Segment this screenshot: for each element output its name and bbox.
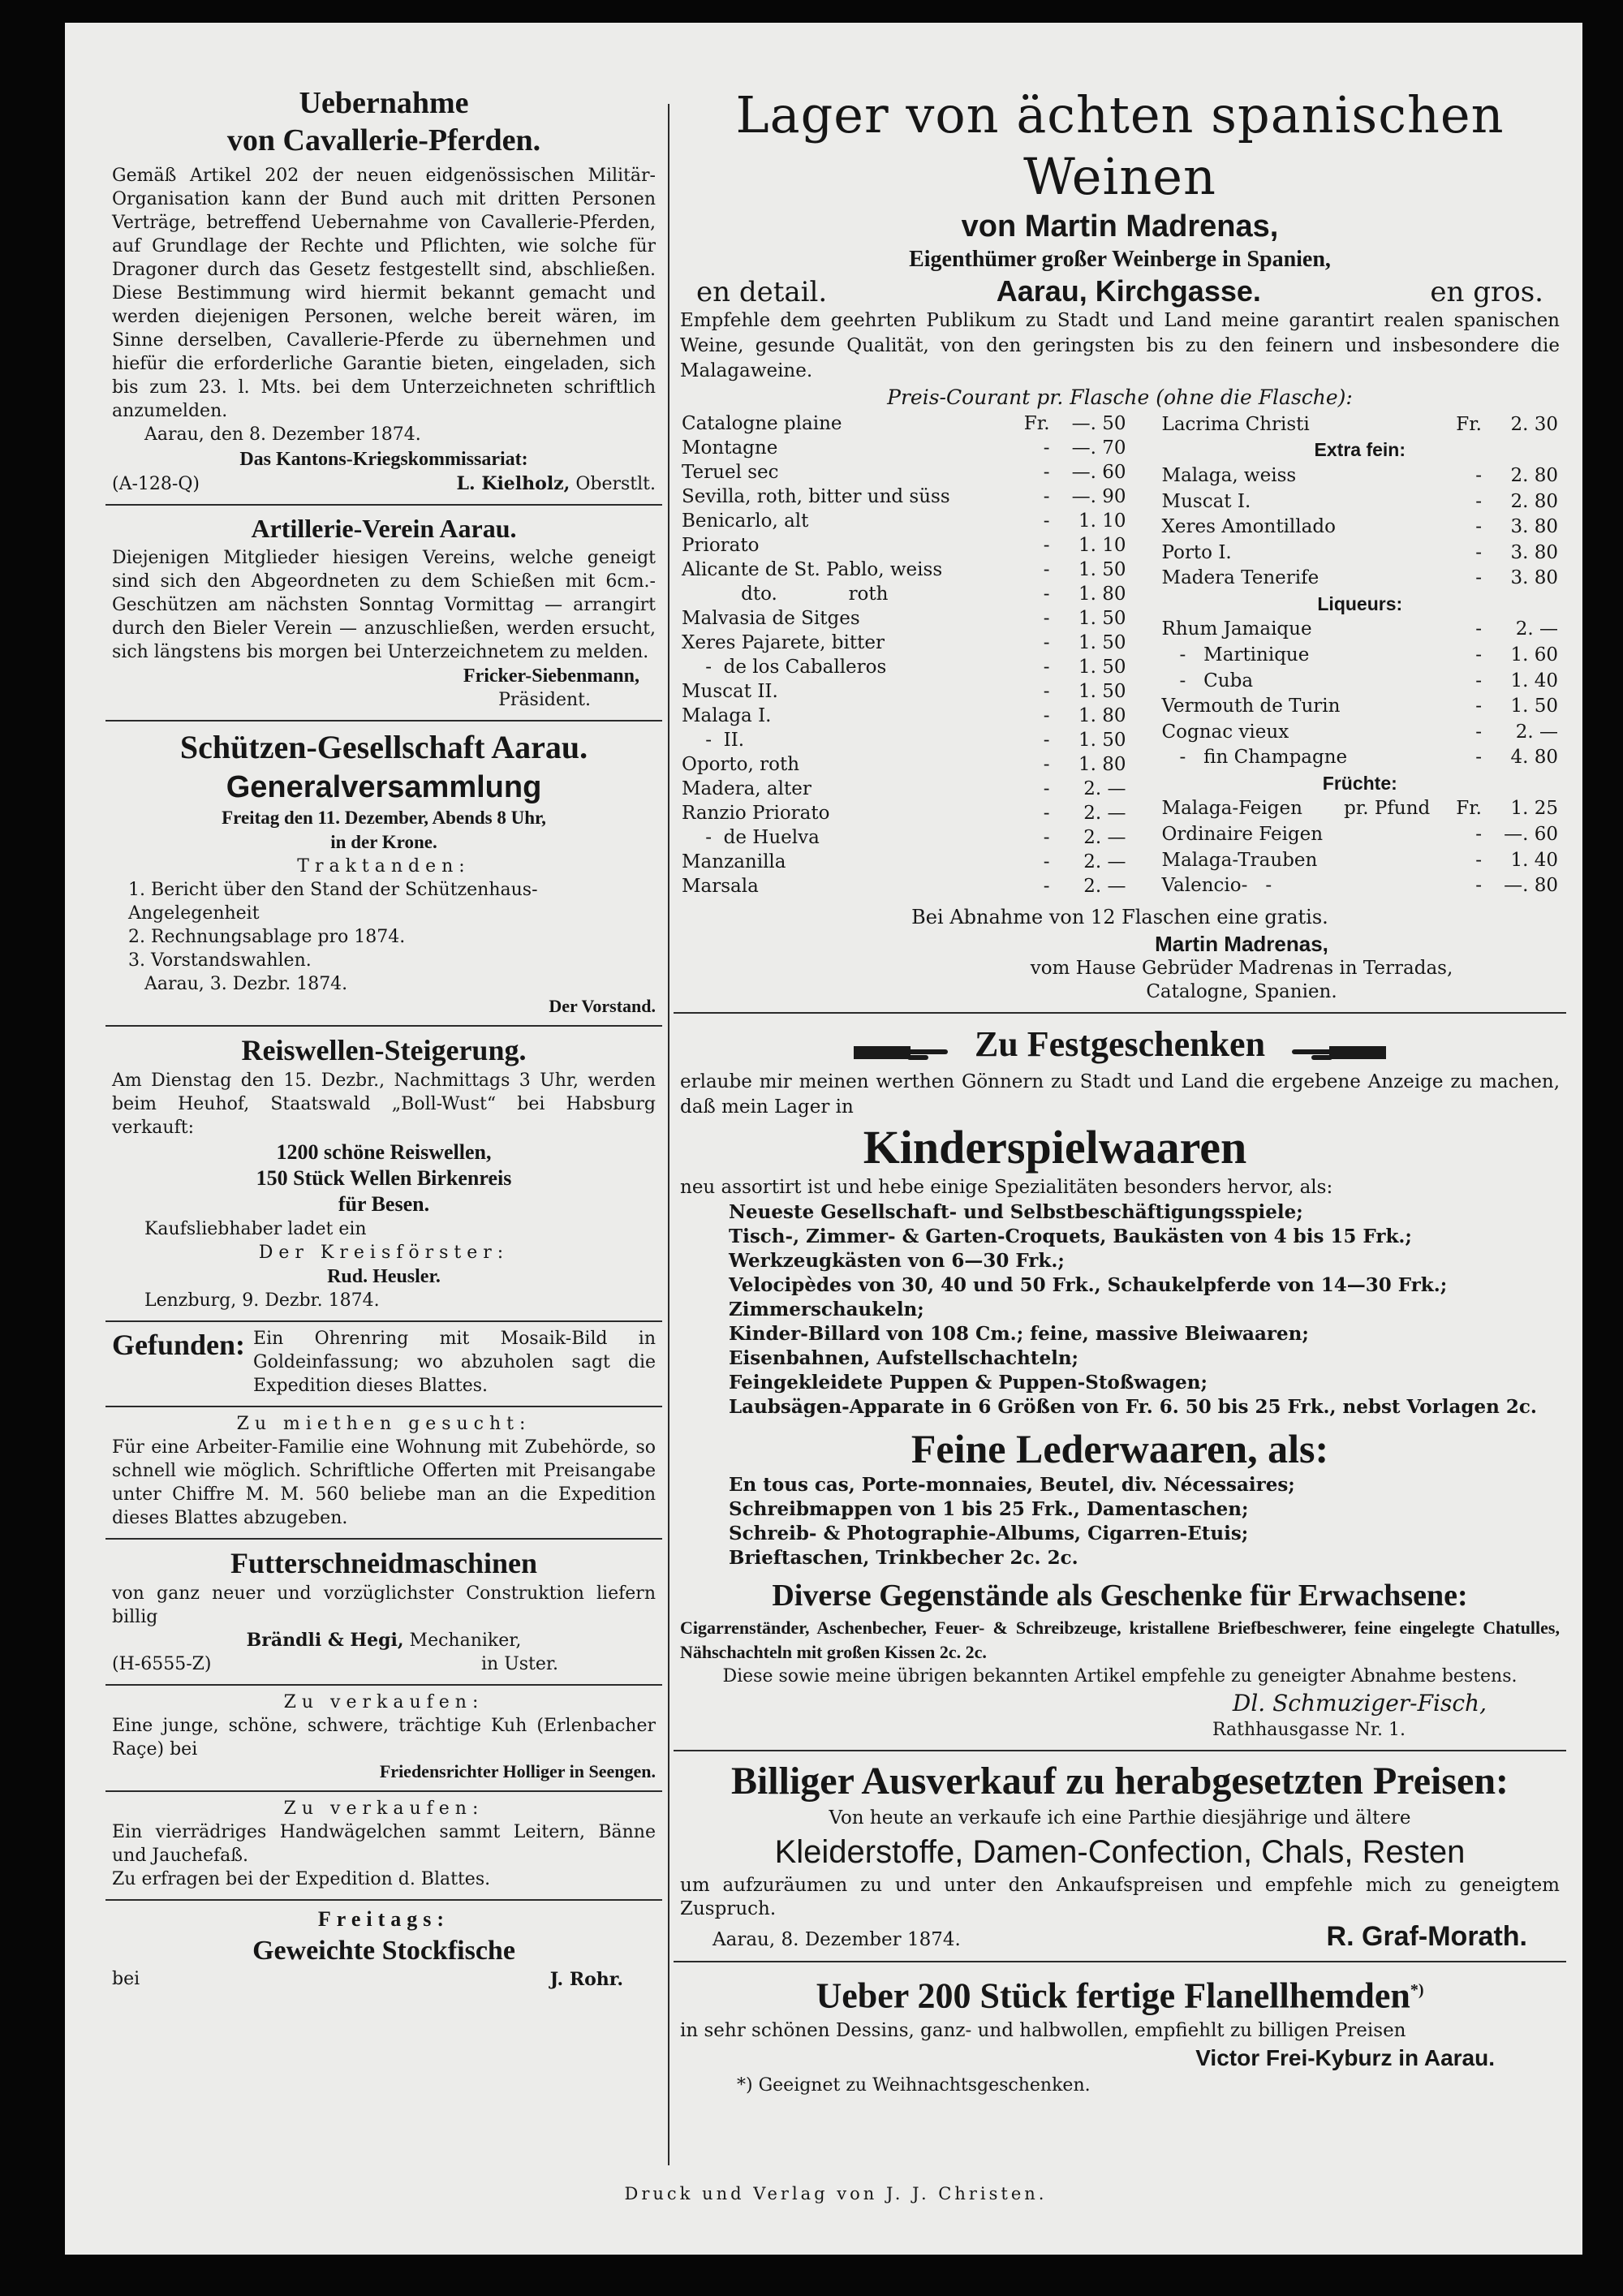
- ad-signer: Rud. Heusler.: [327, 1266, 441, 1287]
- newspaper-page: [65, 23, 1582, 2255]
- wine-currency: -: [1475, 464, 1482, 486]
- ad-signer: Der Vorstand.: [549, 996, 656, 1016]
- wine-price: 1. 50: [1078, 681, 1126, 702]
- wine-name: Porto I.: [1161, 541, 1232, 563]
- fest-list: [680, 1200, 1560, 1419]
- wine-currency: -: [1043, 730, 1050, 751]
- price-head: Preis-Courant pr. Flasche (ohne die Flasche):: [887, 386, 1353, 409]
- wine-name: Rhum Jamaique: [1161, 618, 1312, 640]
- ad-body: um aufzuräumen zu und unter den Ankaufspreisen und empfehle mich zu geneigtem Zuspruch.: [680, 1875, 1560, 1919]
- wine-name: Muscat I.: [1161, 490, 1251, 512]
- ad-where: in der Krone.: [330, 832, 437, 852]
- ad-intro: erlaube mir meinen werthen Gönnern zu Stadt und Land die ergebene Anzeige zu machen, daß mein Lager in: [680, 1071, 1560, 1118]
- wine-currency: -: [1043, 705, 1050, 726]
- price-heading: Liqueurs:: [1317, 592, 1403, 614]
- ad-title: Schützen-Gesellschaft Aarau.: [179, 729, 588, 765]
- wine-name: - II.: [682, 730, 745, 751]
- wine-price: 1. 50: [1078, 632, 1126, 653]
- wine-name: Manzanilla: [682, 851, 786, 872]
- ad-bonus: Bei Abnahme von 12 Flaschen eine gratis.: [911, 906, 1328, 928]
- price-row: [680, 825, 1128, 850]
- wine-name: - de los Caballeros: [682, 657, 887, 678]
- wine-name: Valencio- -: [1161, 875, 1272, 897]
- price-row: [680, 801, 1128, 825]
- wine-name: - Martinique: [1161, 644, 1310, 666]
- ad-role: Mechaniker,: [409, 1630, 522, 1651]
- price-row: [1160, 693, 1560, 719]
- ad-title: Ueber 200 Stück fertige Flanellhemden: [816, 1975, 1410, 2016]
- ad-body: Diejenigen Mitglieder hiesigen Vereins, welche geneigt sind sich den Abgeordneten zu dem Schießen mit 6cm.-Geschützen am nächsten Sonntag Vormittag — arrangirt durch den Bieler Verein — anzuschließen, werden ersucht, sich längstens bis morgen bei Unterzeichnetem zu melden.: [112, 548, 656, 662]
- wine-price: 1. 40: [1510, 849, 1558, 871]
- wine-name: Catalogne plaine: [682, 413, 842, 434]
- price-row: [1160, 489, 1560, 515]
- fest-item: Velocipèdes von 30, 40 und 50 Frk., Schaukelpferde von 14—30 Frk.;: [729, 1274, 1448, 1296]
- ad-title: von Cavallerie-Pferden.: [226, 123, 541, 157]
- ad-seller: Friedensrichter Holliger in Seengen.: [379, 1761, 656, 1781]
- agenda-item: 1. Bericht über den Stand der Schützenhaus-Angelegenheit: [128, 880, 538, 924]
- price-row: [1160, 847, 1560, 873]
- ad-body: Ein Ohrenring mit Mosaik-Bild in Goldeinfassung; wo abzuholen sagt die Expedition dieses Blattes.: [253, 1329, 656, 1396]
- wine-price: 2. —: [1083, 827, 1126, 848]
- wine-currency: -: [1475, 644, 1482, 666]
- ad-intro: Empfehle dem geehrten Publikum zu Stadt und Land meine garantirt realen spanischen Weine, gesunde Qualität, von den geringsten bis zu den feinern und insbesondere die Malagaweine.: [680, 310, 1560, 381]
- wine-currency: -: [1043, 632, 1050, 653]
- ad-signer: L. Kielholz,: [456, 473, 570, 494]
- wine-price: 1. 50: [1078, 559, 1126, 580]
- ad-footer-row: [112, 1969, 656, 1990]
- ad-date: Aarau, 8. Dezember 1874.: [712, 1929, 961, 1950]
- wine-currency: -: [1475, 516, 1482, 538]
- wine-name: Montagne: [682, 437, 778, 459]
- fest-item: Eisenbahnen, Aufstellschachteln;: [729, 1347, 1079, 1369]
- wine-name: - Cuba: [1161, 670, 1254, 691]
- wine-price: —. 60: [1504, 824, 1558, 846]
- ad-title: Billiger Ausverkauf zu herabgesetzten Preisen:: [730, 1760, 1509, 1803]
- price-row: [680, 582, 1128, 606]
- wine-name: Malvasia de Sitges: [682, 608, 860, 629]
- wine-currency: -: [1475, 696, 1482, 717]
- wine-currency: -: [1043, 681, 1050, 702]
- ad-text: Cigarrenständer, Aschenbecher, Feuer- & Schreibzeuge, kristallene Briefbeschwerer, feine eingelegte Chatulles, Nähschachteln mit großen Kissen 2c. 2c.: [680, 1618, 1560, 1662]
- leder-item: En tous cas, Porte-monnaies, Beutel, div. Nécessaires;: [729, 1474, 1295, 1496]
- column-divider: [668, 104, 669, 2165]
- ad-body: Am Dienstag den 15. Dezbr., Nachmittags 3 Uhr, werden beim Heuhof, Staatswald „Boll-Wust“ bei Habsburg verkauft:: [112, 1070, 656, 1138]
- ad-title: Zu Festgeschenken: [974, 1024, 1266, 1064]
- wine-currency: Fr.: [1023, 413, 1050, 434]
- ad-signer: Martin Madrenas,: [1155, 932, 1328, 956]
- ad-signature-row: [112, 472, 656, 496]
- price-row: [680, 850, 1128, 874]
- price-row: [680, 679, 1128, 704]
- ad-company: Brändli & Hegi,: [246, 1630, 404, 1651]
- ad-cavallerie: [105, 80, 662, 506]
- ad-code: (H-6555-Z): [112, 1654, 212, 1674]
- imprint: Druck und Verlag von J. J. Christen.: [624, 2184, 1048, 2203]
- fest-item: Feingekleidete Puppen & Puppen-Stoßwagen;: [729, 1372, 1208, 1394]
- wine-price: —. 50: [1071, 413, 1126, 434]
- agenda-item: 2. Rechnungsablage pro 1874.: [128, 927, 406, 947]
- ad-house: Catalogne, Spanien.: [1146, 981, 1337, 1002]
- ad-signer: R. Graf-Morath.: [1326, 1921, 1527, 1952]
- wine-price: 2. —: [1083, 803, 1126, 824]
- price-row: [1160, 514, 1560, 540]
- ad-heading: Feine Lederwaaren, als:: [911, 1426, 1329, 1471]
- ad-body: von ganz neuer und vorzüglichster Construktion liefern billig: [112, 1583, 656, 1627]
- ad-role: Präsident.: [498, 690, 591, 710]
- ad-item: für Besen.: [338, 1192, 430, 1216]
- wine-currency: -: [1043, 510, 1050, 532]
- wine-name: dto. roth: [682, 584, 889, 605]
- ad-title: Zu verkaufen:: [283, 1692, 484, 1712]
- price-row: [680, 777, 1128, 801]
- price-row: [680, 485, 1128, 509]
- price-row: [680, 728, 1128, 752]
- price-row: [1160, 411, 1560, 437]
- wine-name: Vermouth de Turin: [1161, 696, 1341, 717]
- wine-currency: -: [1043, 486, 1050, 507]
- wine-name: Teruel sec: [682, 462, 779, 483]
- wine-name: Madera, alter: [682, 778, 812, 799]
- price-table-left: [680, 411, 1128, 898]
- ad-body: in sehr schönen Dessins, ganz- und halbwollen, empfiehlt zu billigen Preisen: [680, 2019, 1406, 2041]
- wine-name: Alicante de St. Pablo, weiss: [682, 559, 943, 580]
- wine-price: 2. 80: [1510, 490, 1558, 512]
- price-row: [1160, 540, 1560, 566]
- wine-price: 1. 50: [1078, 657, 1126, 678]
- price-heading: Früchte:: [1322, 772, 1397, 794]
- wine-currency: -: [1043, 778, 1050, 799]
- price-row: [680, 631, 1128, 655]
- wine-price: 4. 80: [1510, 747, 1558, 769]
- ad-item: Geweichte Stockfische: [252, 1936, 515, 1966]
- price-row: [1160, 437, 1560, 463]
- fest-item: Neueste Gesellschaft- und Selbstbeschäftigungsspiele;: [729, 1201, 1303, 1223]
- price-row: [1160, 745, 1560, 771]
- price-list: [680, 411, 1560, 898]
- ad-title: Futterschneidmaschinen: [230, 1547, 537, 1579]
- ad-item: 150 Stück Wellen Birkenreis: [256, 1166, 512, 1190]
- wine-currency: -: [1043, 437, 1050, 459]
- footnote-mark: *): [1410, 1981, 1424, 1999]
- ad-title: Uebernahme: [299, 86, 469, 120]
- wine-name: Ordinaire Feigen: [1161, 824, 1324, 846]
- wine-name: Ranzio Priorato: [682, 803, 830, 824]
- ad-owner: Eigenthümer großer Weinberge in Spanien,: [909, 247, 1331, 272]
- wine-price: 3. 80: [1510, 541, 1558, 563]
- ad-address: Rathhausgasse Nr. 1.: [1212, 1720, 1406, 1740]
- ad-big-heading: Kinderspielwaaren: [863, 1121, 1247, 1174]
- wine-name: Muscat II.: [682, 681, 778, 702]
- ad-note: Zu erfragen bei der Expedition d. Blattes.: [112, 1869, 491, 1889]
- wine-currency: -: [1043, 827, 1050, 848]
- wine-currency: -: [1475, 875, 1482, 897]
- agenda-item: 3. Vorstandswahlen.: [128, 950, 312, 971]
- wine-currency: -: [1475, 824, 1482, 846]
- ad-footnote: *) Geeignet zu Weihnachtsgeschenken.: [737, 2074, 1091, 2096]
- price-row: [1160, 642, 1560, 668]
- price-row: [1160, 770, 1560, 796]
- ad-invite: Kaufsliebhaber ladet ein: [144, 1219, 367, 1239]
- ad-from: von Martin Madrenas,: [961, 209, 1279, 243]
- wine-name: Malaga-Trauben: [1161, 849, 1318, 871]
- wine-name: Benicarlo, alt: [682, 510, 809, 532]
- ad-detail: en detail.: [696, 276, 828, 308]
- wine-currency: -: [1475, 618, 1482, 640]
- ad-signer: Fricker-Siebenmann,: [463, 666, 639, 687]
- ad-verkaufen-kuh: [105, 1686, 662, 1792]
- ad-text: Diese sowie meine übrigen bekannten Artikel empfehle zu geneigter Abnahme bestens.: [722, 1666, 1518, 1686]
- wine-currency: -: [1043, 754, 1050, 775]
- ad-signer: Victor Frei-Kyburz in Aarau.: [1195, 2044, 1495, 2070]
- wine-name: Sevilla, roth, bitter und süss: [682, 486, 950, 507]
- price-row: [680, 509, 1128, 533]
- wine-price: —. 70: [1071, 437, 1126, 459]
- ad-body: Ein vierrädriges Handwägelchen sammt Leitern, Bänne und Jauchefaß.: [112, 1822, 656, 1866]
- ad-heading: Diverse Gegenstände als Geschenke für Erwachsene:: [772, 1579, 1468, 1613]
- fest-item: Werkzeugkästen von 6—30 Frk.;: [729, 1250, 1065, 1272]
- ad-schuetzen: [105, 722, 662, 1027]
- ad-text: neu assortirt ist und hebe einige Spezialitäten besonders hervor, als:: [680, 1177, 1333, 1198]
- fest-item: Laubsägen-Apparate in 6 Größen von Fr. 6. 50 bis 25 Frk., nebst Vorlagen 2c.: [729, 1396, 1537, 1418]
- ad-footer-row: [680, 1921, 1560, 1953]
- wine-currency: -: [1475, 490, 1482, 512]
- ad-signer: Dl. Schmuziger-Fisch,: [1232, 1690, 1487, 1717]
- left-column: [105, 80, 662, 1998]
- wine-price: 1. 80: [1078, 754, 1126, 775]
- ad-verkaufen-wagen: [105, 1792, 662, 1901]
- ad-item: 1200 schöne Reiswellen,: [276, 1140, 492, 1164]
- wine-name: - de Huelva: [682, 827, 820, 848]
- wine-currency: -: [1475, 849, 1482, 871]
- ad-date: Aarau, 3. Dezbr. 1874.: [144, 974, 348, 994]
- wine-currency: -: [1043, 584, 1050, 605]
- wine-name: Malaga, weiss: [1161, 464, 1297, 486]
- wine-price: —. 60: [1071, 462, 1126, 483]
- ad-title: Zu verkaufen:: [283, 1798, 484, 1819]
- wine-price: 3. 80: [1510, 516, 1558, 538]
- price-row: [680, 704, 1128, 728]
- wine-currency: Fr.: [1456, 413, 1482, 435]
- price-row: [680, 655, 1128, 679]
- wine-price: 1. 80: [1078, 584, 1126, 605]
- price-row: [680, 558, 1128, 582]
- price-row: [1160, 617, 1560, 643]
- ad-role: Der Kreisförster:: [258, 1243, 510, 1263]
- ad-seller: J. Rohr.: [549, 1969, 623, 1990]
- price-heading: Extra fein:: [1314, 439, 1406, 461]
- ad-title: Artillerie-Verein Aarau.: [251, 514, 517, 543]
- ad-place: in Uster.: [481, 1654, 558, 1674]
- wine-currency: -: [1475, 747, 1482, 769]
- wine-currency: -: [1043, 535, 1050, 556]
- wine-name: Xeres Amontillado: [1161, 516, 1336, 538]
- ad-code: (A-128-Q): [112, 474, 200, 494]
- ad-body: Eine junge, schöne, schwere, trächtige Kuh (Erlenbacher Raçe) bei: [112, 1716, 656, 1760]
- wine-price: 2. —: [1515, 618, 1558, 640]
- ad-date: Aarau, den 8. Dezember 1874.: [144, 424, 421, 445]
- leder-list: [680, 1473, 1560, 1570]
- wine-name: Malaga-Feigen pr. Pfund: [1161, 798, 1431, 820]
- wine-currency: -: [1475, 567, 1482, 589]
- ad-subtitle: Generalversammlung: [226, 770, 542, 804]
- price-row: [680, 460, 1128, 485]
- ad-body: Gemäß Artikel 202 der neuen eidgenössischen Militär-Organisation kann der Bund auch mit dritten Personen Verträge, betreffend Uebernahme von Cavallerie-Pferden, auf Grundlage der Rechte und Pflichten, wie solche für Dragoner durch das Gesetz festgestellt sind, abschließen. Diese Bestimmung wird hiermit bekannt gemacht und werden diejenigen Personen, welche bereit wären, im Sinne derselben, Cavallerie-Pferde zu übernehmen und hiefür die erforderliche Garantie bieten, eingeladen, sich bis zum 23. l. Mts. bei dem Unterzeichneten schriftlich anzumelden.: [112, 166, 656, 421]
- wine-price: 2. —: [1083, 876, 1126, 897]
- price-row: [1160, 872, 1560, 898]
- fest-item: Kinder-Billard von 108 Cm.; feine, massive Bleiwaaren;: [729, 1323, 1309, 1345]
- wine-price: 1. 50: [1078, 730, 1126, 751]
- wine-currency: -: [1043, 803, 1050, 824]
- ad-house: vom Hause Gebrüder Madrenas in Terradas,: [1030, 958, 1453, 979]
- wine-currency: -: [1043, 559, 1050, 580]
- wine-name: - fin Champagne: [1161, 747, 1348, 769]
- wine-price: 1. 60: [1510, 644, 1558, 666]
- pointing-hand-icon: [854, 1041, 951, 1064]
- wine-currency: -: [1475, 541, 1482, 563]
- wine-name: Xeres Pajarete, bitter: [682, 632, 885, 653]
- ad-ausverkauf: [674, 1751, 1566, 1962]
- ad-title: Gefunden:: [112, 1329, 246, 1361]
- wine-price: 1. 50: [1510, 696, 1558, 717]
- price-row: [680, 874, 1128, 898]
- price-row: [1160, 463, 1560, 489]
- ad-title: Reiswellen-Steigerung.: [241, 1034, 527, 1066]
- wine-price: 2. —: [1083, 778, 1126, 799]
- ad-bei: bei: [112, 1969, 140, 1989]
- ad-freitags: [105, 1901, 662, 1998]
- ad-artillerie: [105, 506, 662, 722]
- wine-price: 1. 40: [1510, 670, 1558, 691]
- ad-date: Lenzburg, 9. Dezbr. 1874.: [144, 1290, 380, 1311]
- wine-price: 1. 10: [1078, 535, 1126, 556]
- ad-agenda-label: Traktanden:: [297, 856, 471, 877]
- wine-currency: -: [1043, 851, 1050, 872]
- ad-rank: Oberstlt.: [575, 474, 656, 494]
- wine-name: Malaga I.: [682, 705, 772, 726]
- leder-item: Schreibmappen von 1 bis 25 Frk., Damentaschen;: [729, 1498, 1249, 1520]
- wine-currency: -: [1043, 608, 1050, 629]
- pointing-hand-icon: [1289, 1041, 1386, 1064]
- ad-gefunden: [105, 1322, 662, 1407]
- ad-goods: Kleiderstoffe, Damen-Confection, Chals, Resten: [774, 1834, 1466, 1870]
- ad-miethen: [105, 1407, 662, 1540]
- wine-name: Madera Tenerife: [1161, 567, 1319, 589]
- price-row: [680, 411, 1128, 436]
- wine-price: 3. 80: [1510, 567, 1558, 589]
- wine-price: 2. —: [1083, 851, 1126, 872]
- wine-price: 1. 25: [1510, 798, 1558, 820]
- price-table-right: [1160, 411, 1560, 898]
- fest-title-row: [680, 1023, 1560, 1065]
- price-row: [680, 436, 1128, 460]
- price-row: [1160, 591, 1560, 617]
- wine-name: Marsala: [682, 876, 759, 897]
- wine-currency: -: [1475, 670, 1482, 691]
- wine-name: Cognac vieux: [1161, 721, 1289, 743]
- ad-when: Freitag den 11. Dezember, Abends 8 Uhr,: [222, 808, 546, 828]
- ad-futter: [105, 1540, 662, 1686]
- wine-price: 1. 80: [1078, 705, 1126, 726]
- wine-price: —. 90: [1071, 486, 1126, 507]
- leder-item: Schreib- & Photographie-Albums, Cigarren-Etuis;: [729, 1523, 1249, 1544]
- fest-item: Zimmerschaukeln;: [729, 1299, 924, 1320]
- ad-festgeschenke: [674, 1014, 1566, 1751]
- ad-footer-row: [112, 1652, 656, 1676]
- price-row: [1160, 565, 1560, 591]
- ad-address-row: [680, 274, 1560, 308]
- ad-gros: en gros.: [1430, 276, 1543, 308]
- ad-reiswellen: [105, 1027, 662, 1322]
- price-row: [1160, 719, 1560, 745]
- ad-wine: [674, 80, 1566, 1014]
- wine-name: Oporto, roth: [682, 754, 800, 775]
- ad-title: Zu miethen gesucht:: [236, 1414, 532, 1434]
- ad-address: Aarau, Kirchgasse.: [996, 274, 1261, 308]
- wine-currency: -: [1043, 876, 1050, 897]
- wine-price: —. 80: [1504, 875, 1558, 897]
- price-row: [1160, 821, 1560, 847]
- leder-item: Brieftaschen, Trinkbecher 2c. 2c.: [729, 1547, 1078, 1569]
- wine-name: Lacrima Christi: [1161, 413, 1310, 435]
- price-row: [1160, 668, 1560, 694]
- price-row: [680, 606, 1128, 631]
- ad-body: Für eine Arbeiter-Familie eine Wohnung mit Zubehörde, so schnell wie möglich. Schriftliche Offerten mit Preisangabe unter Chiffre M. M. 560 beliebe man an die Expedition dieses Blattes abzugeben.: [112, 1437, 656, 1528]
- ad-title: Lager von ächten spanischen Weinen: [735, 85, 1505, 206]
- ad-authority: Das Kantons-Kriegskommissariat:: [239, 449, 528, 470]
- price-row: [680, 752, 1128, 777]
- wine-currency: -: [1043, 657, 1050, 678]
- fest-item: Tisch-, Zimmer- & Garten-Croquets, Baukästen von 4 bis 15 Frk.;: [729, 1226, 1412, 1247]
- wine-price: 2. —: [1515, 721, 1558, 743]
- wine-price: 2. 30: [1510, 413, 1558, 435]
- wine-currency: -: [1475, 721, 1482, 743]
- wine-currency: -: [1043, 462, 1050, 483]
- right-column: [674, 80, 1566, 2105]
- wine-price: 1. 50: [1078, 608, 1126, 629]
- wine-currency: Fr.: [1456, 798, 1482, 820]
- price-row: [680, 533, 1128, 558]
- ad-flanell: [674, 1962, 1566, 2105]
- price-row: [1160, 796, 1560, 822]
- wine-name: Priorato: [682, 535, 760, 556]
- wine-price: 1. 10: [1078, 510, 1126, 532]
- wine-price: 2. 80: [1510, 464, 1558, 486]
- ad-intro: Von heute an verkaufe ich eine Parthie diesjährige und ältere: [829, 1807, 1411, 1829]
- ad-title: Freitags:: [317, 1907, 450, 1931]
